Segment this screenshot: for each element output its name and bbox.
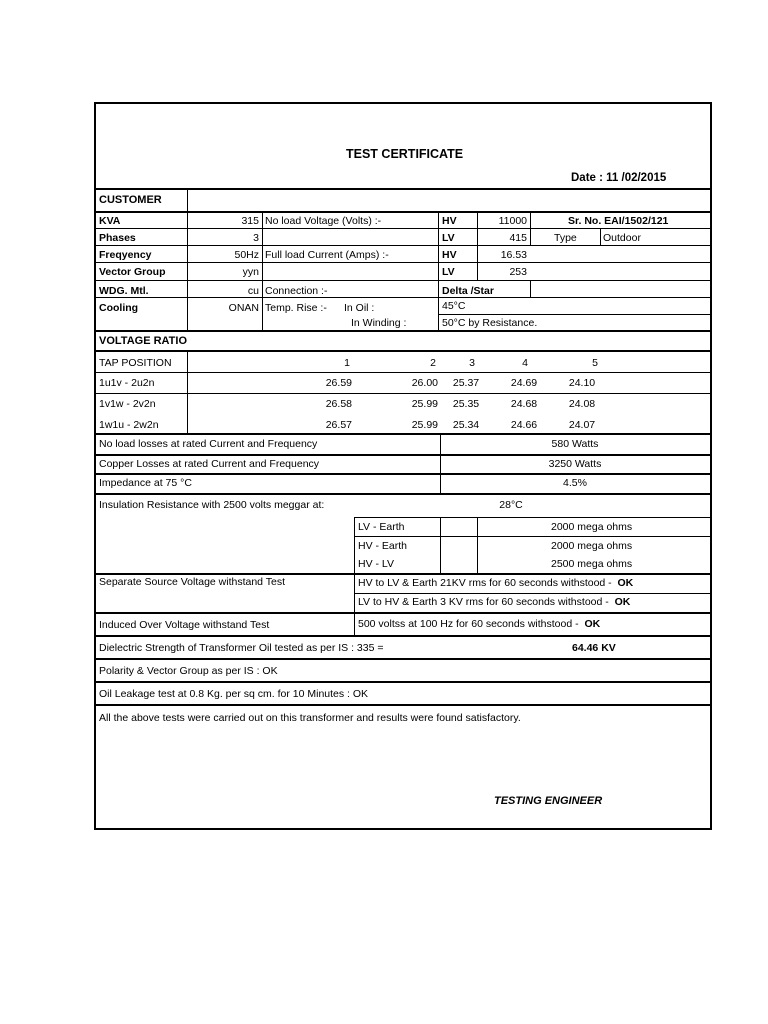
rule [187,188,188,330]
insulation-temp: 28°C [499,499,523,511]
hv-current-value: 16.53 [500,249,527,261]
impedance-label: Impedance at 75 °C [99,477,192,489]
phases-value: 3 [253,232,259,244]
ratio-cell: 26.58 [325,398,352,410]
oil-leakage-test: Oil Leakage test at 0.8 Kg. per sq cm. for 10 Minutes : OK [99,688,369,700]
ratio-cell: 25.34 [452,419,480,431]
rule [96,280,710,281]
rule [477,211,478,280]
rule [96,473,710,475]
kva-value: 315 [241,215,259,227]
ratio-cell: 26.59 [325,377,352,389]
tap-header-1: 1 [344,357,350,369]
ratio-cell: 24.68 [510,398,538,410]
in-winding-label: In Winding : [351,317,407,329]
ratio-cell: 26.57 [325,419,352,431]
rule [530,211,531,245]
rule [96,612,710,614]
certificate-title: TEST CERTIFICATE [346,147,464,161]
dielectric-value: 64.46 KV [572,642,616,654]
rule [96,704,710,706]
ratio-cell: 24.08 [568,398,596,410]
tap-header-2: 2 [430,357,436,369]
rule [354,593,710,594]
rule [96,188,710,190]
certificate-date: Date : 11 /02/2015 [571,172,667,184]
rule [477,517,478,573]
kva-label: KVA [99,215,121,227]
polarity-test: Polarity & Vector Group as per IS : OK [99,665,278,677]
test-certificate [94,102,712,830]
impedance-value: 4.5% [563,477,587,489]
rule [96,211,710,213]
hv-voltage-label: HV [442,215,457,227]
copper-losses-value: 3250 Watts [548,458,602,470]
type-label: Type [554,232,577,244]
insulation-row-label: HV - LV [358,558,394,570]
insulation-row-value: 2500 mega ohms [551,558,633,570]
tap-header-5: 5 [592,357,598,369]
in-oil-label: In Oil : [344,302,375,314]
rule [354,536,710,537]
separate-source-label: Separate Source Voltage withstand Test [99,576,286,588]
summary-statement: All the above tests were carried out on this transformer and results were found satisfactory. [99,712,521,724]
ratio-cell: 25.35 [452,398,480,410]
rule [354,517,710,518]
rule [96,245,710,246]
ratio-cell: 25.99 [411,419,438,431]
full-load-current-label: Full load Current (Amps) :- [265,249,389,261]
cooling-value: ONAN [228,302,259,314]
in-winding-value: 50°C by Resistance. [442,317,538,329]
rule [96,228,710,229]
rule [96,262,710,263]
type-value: Outdoor [603,232,641,244]
rule [262,211,263,330]
insulation-row-label: HV - Earth [358,540,408,552]
customer-label: CUSTOMER [99,194,162,206]
lv-current-value: 253 [509,266,527,278]
ratio-cell: 26.00 [411,377,438,389]
connection-label: Connection :- [265,285,328,297]
wdg-label: WDG. Mtl. [99,285,149,297]
hv-voltage-value: 11000 [498,215,527,227]
rule [96,350,710,352]
rule [96,330,710,332]
insulation-row-label: LV - Earth [358,521,405,533]
no-load-losses-value: 580 Watts [551,438,599,450]
induced-voltage-result: 500 voltss at 100 Hz for 60 seconds withstood - OK [358,618,601,630]
ratio-cell: 25.99 [411,398,438,410]
rule [440,517,441,573]
dielectric-label: Dielectric Strength of Transformer Oil tested as per IS : 335 = [99,642,384,654]
lv-voltage-value: 415 [509,232,527,244]
connection-value: Delta /Star [442,285,494,297]
separate-source-result-hv: HV to LV & Earth 21KV rms for 60 seconds withstood - OK [358,577,634,589]
serial-number: Sr. No. EAI/1502/121 [568,215,669,227]
ratio-cell: 24.07 [568,419,596,431]
ratio-cell: 24.69 [510,377,538,389]
phases-label: Phases [99,232,136,244]
induced-voltage-label: Induced Over Voltage withstand Test [99,619,270,631]
rule [354,612,355,635]
rule [438,314,710,315]
rule [600,228,601,245]
in-oil-value: 45°C [442,300,466,312]
separate-source-result-lv: LV to HV & Earth 3 KV rms for 60 seconds withstood - OK [358,596,631,608]
rule [96,681,710,683]
rule [96,393,710,394]
rule [530,280,531,297]
cooling-label: Cooling [99,302,139,314]
lv-voltage-label: LV [442,232,455,244]
rule [187,350,188,433]
insulation-row-value: 2000 mega ohms [551,540,633,552]
rule [354,517,355,573]
testing-engineer-signature: TESTING ENGINEER [494,795,603,807]
lv-current-label: LV [442,266,455,278]
rule [96,635,710,637]
insulation-row-value: 2000 mega ohms [551,521,633,533]
tap-header-3: 3 [469,357,475,369]
ratio-cell: 24.66 [510,419,538,431]
hv-current-label: HV [442,249,457,261]
rule [438,211,439,330]
frequency-label: Freqyency [99,249,152,261]
rule [96,573,710,575]
no-load-voltage-label: No load Voltage (Volts) :- [265,215,382,227]
ratio-cell: 25.37 [452,377,480,389]
copper-losses-label: Copper Losses at rated Current and Frequency [99,458,320,470]
vector-group-value: yyn [242,266,259,278]
ratio-row-label: 1v1w - 2v2n [99,398,156,410]
rule [96,372,710,373]
frequency-value: 50Hz [234,249,259,261]
rule [96,658,710,660]
rule [96,493,710,495]
ratio-row-label: 1u1v - 2u2n [99,377,155,389]
no-load-losses-label: No load losses at rated Current and Frequency [99,438,318,450]
voltage-ratio-title: VOLTAGE RATIO [99,335,187,347]
insulation-label: Insulation Resistance with 2500 volts meggar at: [99,499,325,511]
ratio-row-label: 1w1u - 2w2n [99,419,159,431]
rule [96,297,710,298]
rule [96,433,710,435]
tap-position-label: TAP POSITION [99,357,172,369]
tap-header-4: 4 [522,357,528,369]
vector-group-label: Vector Group [99,266,166,278]
temp-rise-label: Temp. Rise :- [265,302,327,314]
wdg-value: cu [247,285,259,297]
rule [354,573,355,612]
ratio-cell: 24.10 [568,377,596,389]
rule [96,454,710,456]
